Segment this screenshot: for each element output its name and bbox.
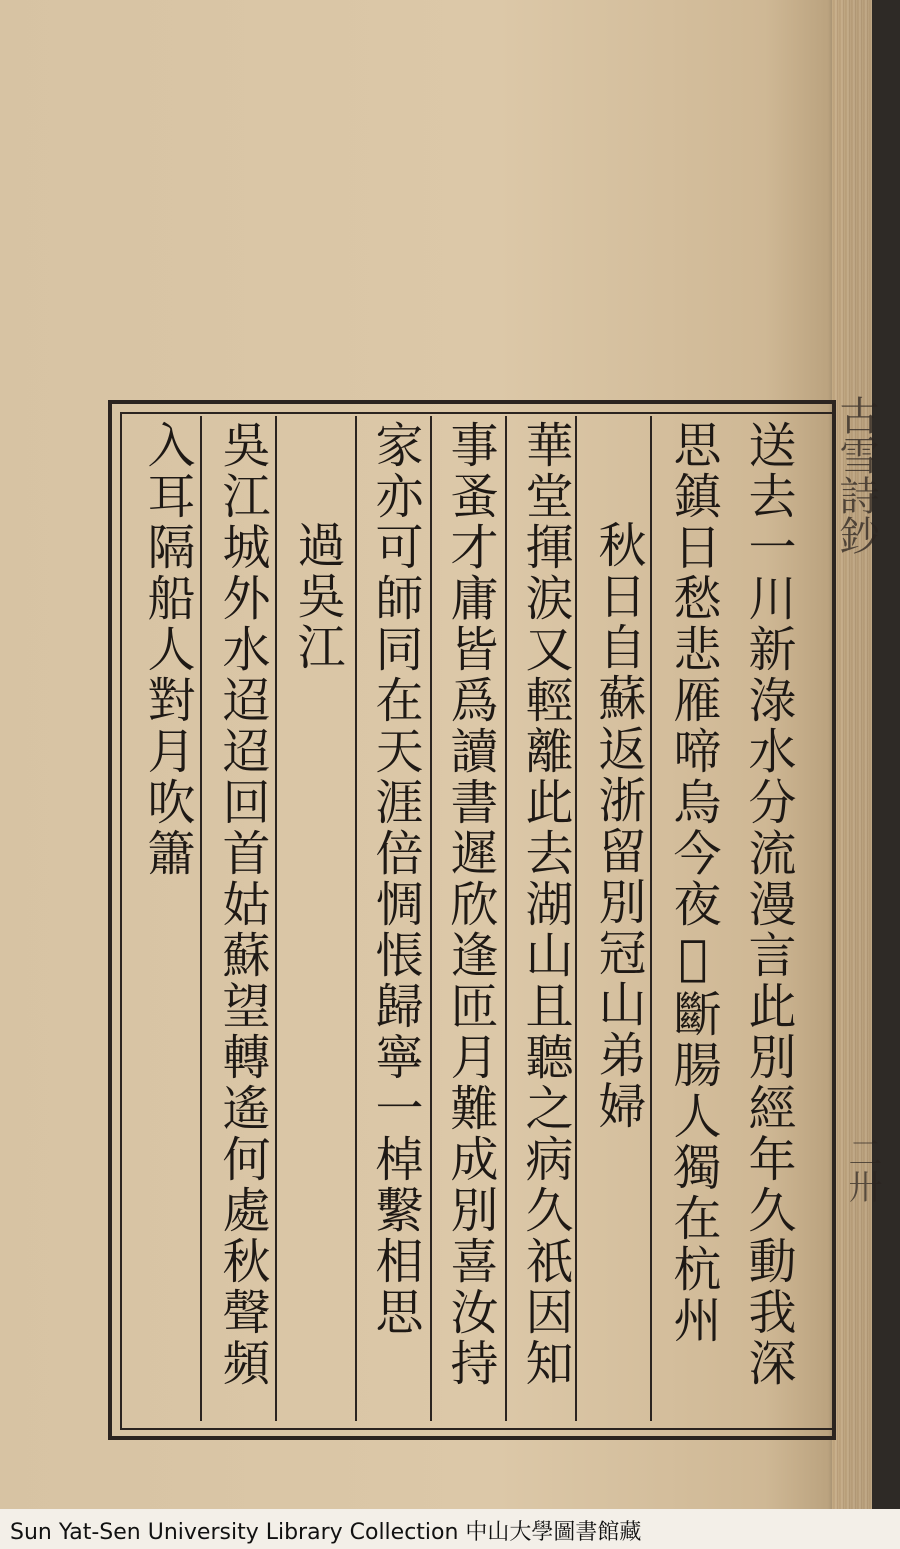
poem-title: 秋日自蘇返浙留別冠山弟婦 bbox=[590, 520, 646, 1132]
margin-page-mark: 二卅 bbox=[842, 1135, 882, 1203]
text-column: 送去一川新淥水分流漫言此別經年久動我深 bbox=[740, 420, 796, 1389]
collection-credit: Sun Yat-Sen University Library Collection 中山大學圖書館藏 bbox=[10, 1520, 642, 1545]
page-stack-edge bbox=[832, 0, 872, 1510]
text-column: 華堂揮涙又輕離此去湖山且聽之病久祇因知 bbox=[517, 420, 573, 1389]
column-rule bbox=[355, 416, 357, 1421]
text-column: 入耳隔船人對月吹簫 bbox=[139, 420, 195, 879]
footer-bar bbox=[0, 1509, 900, 1549]
column-rule bbox=[650, 416, 652, 1421]
binding-shadow bbox=[872, 0, 900, 1549]
text-column: 思鎮日愁悲雁啼烏今夜𣲖斷腸人獨在杭州 bbox=[665, 420, 721, 1346]
column-rule bbox=[505, 416, 507, 1421]
margin-book-title: 古雪詩鈔 bbox=[833, 395, 879, 555]
poem-title: 過吳江 bbox=[289, 520, 345, 673]
column-rule bbox=[275, 416, 277, 1421]
text-column: 吳江城外水迢迢回首姑蘇望轉遙何處秋聲頻 bbox=[214, 420, 270, 1389]
column-rule bbox=[575, 416, 577, 1421]
column-rule bbox=[200, 416, 202, 1421]
column-rule bbox=[430, 416, 432, 1421]
text-column: 事蚤才庸皆爲讀書遲欣逢匝月難成別喜汝持 bbox=[442, 420, 498, 1389]
text-column: 家亦可師同在天涯倍惆悵歸寧一棹繫相思 bbox=[367, 420, 423, 1338]
